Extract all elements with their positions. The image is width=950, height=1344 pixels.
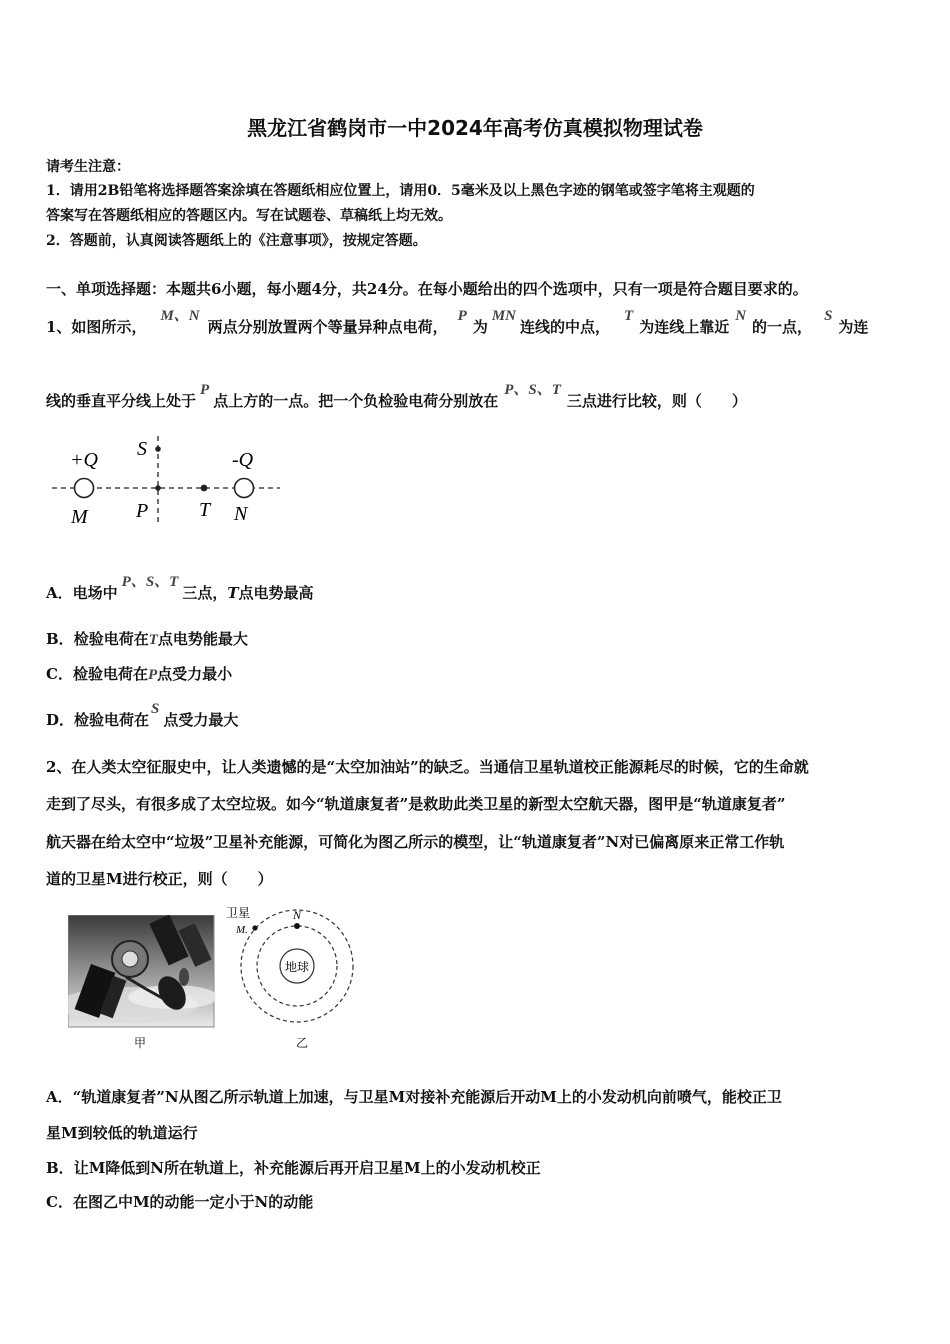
q1-option-b[interactable]	[46, 628, 248, 649]
notice-line-2: 答案写在答题纸相应的答题区内。写在试题卷、草稿纸上均无效。	[46, 208, 452, 224]
point-t-dot	[201, 485, 208, 492]
q1-var: P	[457, 308, 467, 324]
q1-line-1	[46, 308, 869, 337]
q1-text: 三点进行比较，则（ ）	[566, 392, 747, 410]
satellite-label: 卫星	[226, 906, 251, 920]
q1-text: 为连	[838, 318, 869, 336]
minus-q-label: -Q	[232, 449, 254, 471]
q1-var: T	[624, 308, 634, 324]
q1-text: 1、如图所示，	[46, 318, 147, 336]
q2-line-4: 道的卫星M进行校正，则（ ）	[46, 870, 273, 888]
t-label: T	[199, 499, 211, 521]
satellite-photo	[68, 915, 216, 1030]
figure-jia-label: 甲	[134, 1036, 147, 1050]
option-text: 电场中	[72, 584, 118, 602]
option-letter: C．	[46, 1193, 73, 1211]
notice-heading: 请考生注意：	[46, 159, 130, 175]
charge-m-circle	[75, 479, 94, 498]
notice-line-3: 2．答题前，认真阅读答题纸上的《注意事项》，按规定答题。	[46, 233, 427, 249]
option-var: S	[151, 701, 160, 717]
p-label: P	[136, 500, 149, 522]
option-text: 点受力最大	[163, 711, 239, 729]
q1-var: M、N	[160, 308, 200, 324]
orbit-diagram	[222, 904, 372, 1034]
notice-line-1: 1．请用2B铅笔将选择题答案涂填在答题纸相应位置上，请用0．5毫米及以上黑色字迹的钢笔或签字笔将主观题的	[46, 183, 755, 199]
m-dot	[252, 925, 257, 930]
q1-text: 线的垂直平分线上处于	[46, 392, 197, 410]
s-label: S	[137, 438, 147, 460]
q1-text: 连线的中点，	[520, 318, 611, 336]
q1-var: P	[200, 382, 210, 398]
q1-option-c[interactable]	[46, 663, 232, 684]
n-dot	[294, 923, 300, 929]
q1-text: 为连线上靠近	[639, 318, 730, 336]
option-text: “轨道康复者”N从图乙所示轨道上加速，与卫星M对接补充能源后开动M上的小发动机向前喷气，能校正卫	[72, 1088, 782, 1106]
section-heading: 一、单项选择题：本题共6小题，每小题4分，共24分。在每小题给出的四个选项中，只有一项是符合题目要求的。	[46, 280, 808, 298]
earth-label: 地球	[285, 960, 310, 974]
option-text: 检验电荷在	[72, 665, 148, 683]
option-text: 在图乙中M的动能一定小于N的动能	[72, 1193, 314, 1211]
option-text: 三点，	[182, 584, 228, 602]
option-var: P、S、T	[121, 574, 179, 590]
q2-option-b[interactable]	[46, 1157, 541, 1178]
q1-option-a[interactable]	[46, 574, 314, 603]
page-title: 黑龙江省鹤岗市一中2024年高考仿真模拟物理试卷	[247, 116, 703, 140]
q1-text: 两点分别放置两个等量异种点电荷，	[207, 318, 448, 336]
option-letter: B．	[46, 1159, 74, 1177]
q1-text: 为	[472, 318, 488, 336]
q1-var: S	[824, 308, 833, 324]
option-text: 点电势最高	[238, 584, 314, 602]
q1-text: 的一点，	[752, 318, 813, 336]
m-label: M	[71, 506, 88, 528]
figure-yi-label: 乙	[296, 1036, 309, 1050]
option-text: 点电势能最大	[157, 630, 248, 648]
q2-option-c[interactable]	[46, 1191, 313, 1212]
option-text: 点受力最小	[157, 665, 233, 683]
point-s-dot	[155, 446, 161, 452]
option-text: 让M降低到N所在轨道上，补充能源后再开启卫星M上的小发动机校正	[73, 1159, 541, 1177]
n-label: N	[234, 503, 248, 525]
option-var: P	[147, 667, 158, 683]
option-text: 检验电荷在	[74, 711, 150, 729]
option-letter: D．	[46, 711, 75, 729]
q1-line-2	[46, 382, 747, 411]
plus-q-label: +Q	[70, 449, 98, 471]
q2-option-a-cont: 星M到较低的轨道运行	[46, 1124, 198, 1142]
m-orbit-label: M.	[236, 924, 248, 936]
option-letter: A．	[46, 584, 73, 602]
n-orbit-label: N	[293, 908, 302, 922]
option-var: T	[227, 584, 239, 602]
q2-line-2: 走到了尽头，有很多成了太空垃圾。如今“轨道康复者”是救助此类卫星的新型太空航天器，图甲是“轨道康复者”	[46, 795, 786, 813]
point-p-dot	[155, 485, 161, 491]
q2-line-3: 航天器在给太空中“垃圾”卫星补充能源，可简化为图乙所示的模型，让“轨道康复者”N对已偏离原来正常工作轨	[46, 833, 785, 851]
q2-line-1: 2、在人类太空征服史中，让人类遗憾的是“太空加油站”的缺乏。当通信卫星轨道校正能源耗尽的时候，它的生命就	[46, 758, 809, 776]
q1-text: 点上方的一点。把一个负检验电荷分别放在	[213, 392, 499, 410]
option-text: 检验电荷在	[73, 630, 149, 648]
option-letter: A．	[46, 1088, 73, 1106]
option-letter: C．	[46, 665, 73, 683]
option-var: T	[148, 632, 158, 648]
q1-charge-figure	[46, 428, 296, 528]
option-letter: B．	[46, 630, 74, 648]
q2-option-a[interactable]	[46, 1086, 782, 1107]
charge-n-circle	[235, 479, 254, 498]
q1-var: P、S、T	[504, 382, 561, 398]
q1-var: N	[735, 308, 747, 324]
q1-var: MN	[491, 308, 516, 324]
q1-option-d[interactable]	[46, 701, 239, 730]
